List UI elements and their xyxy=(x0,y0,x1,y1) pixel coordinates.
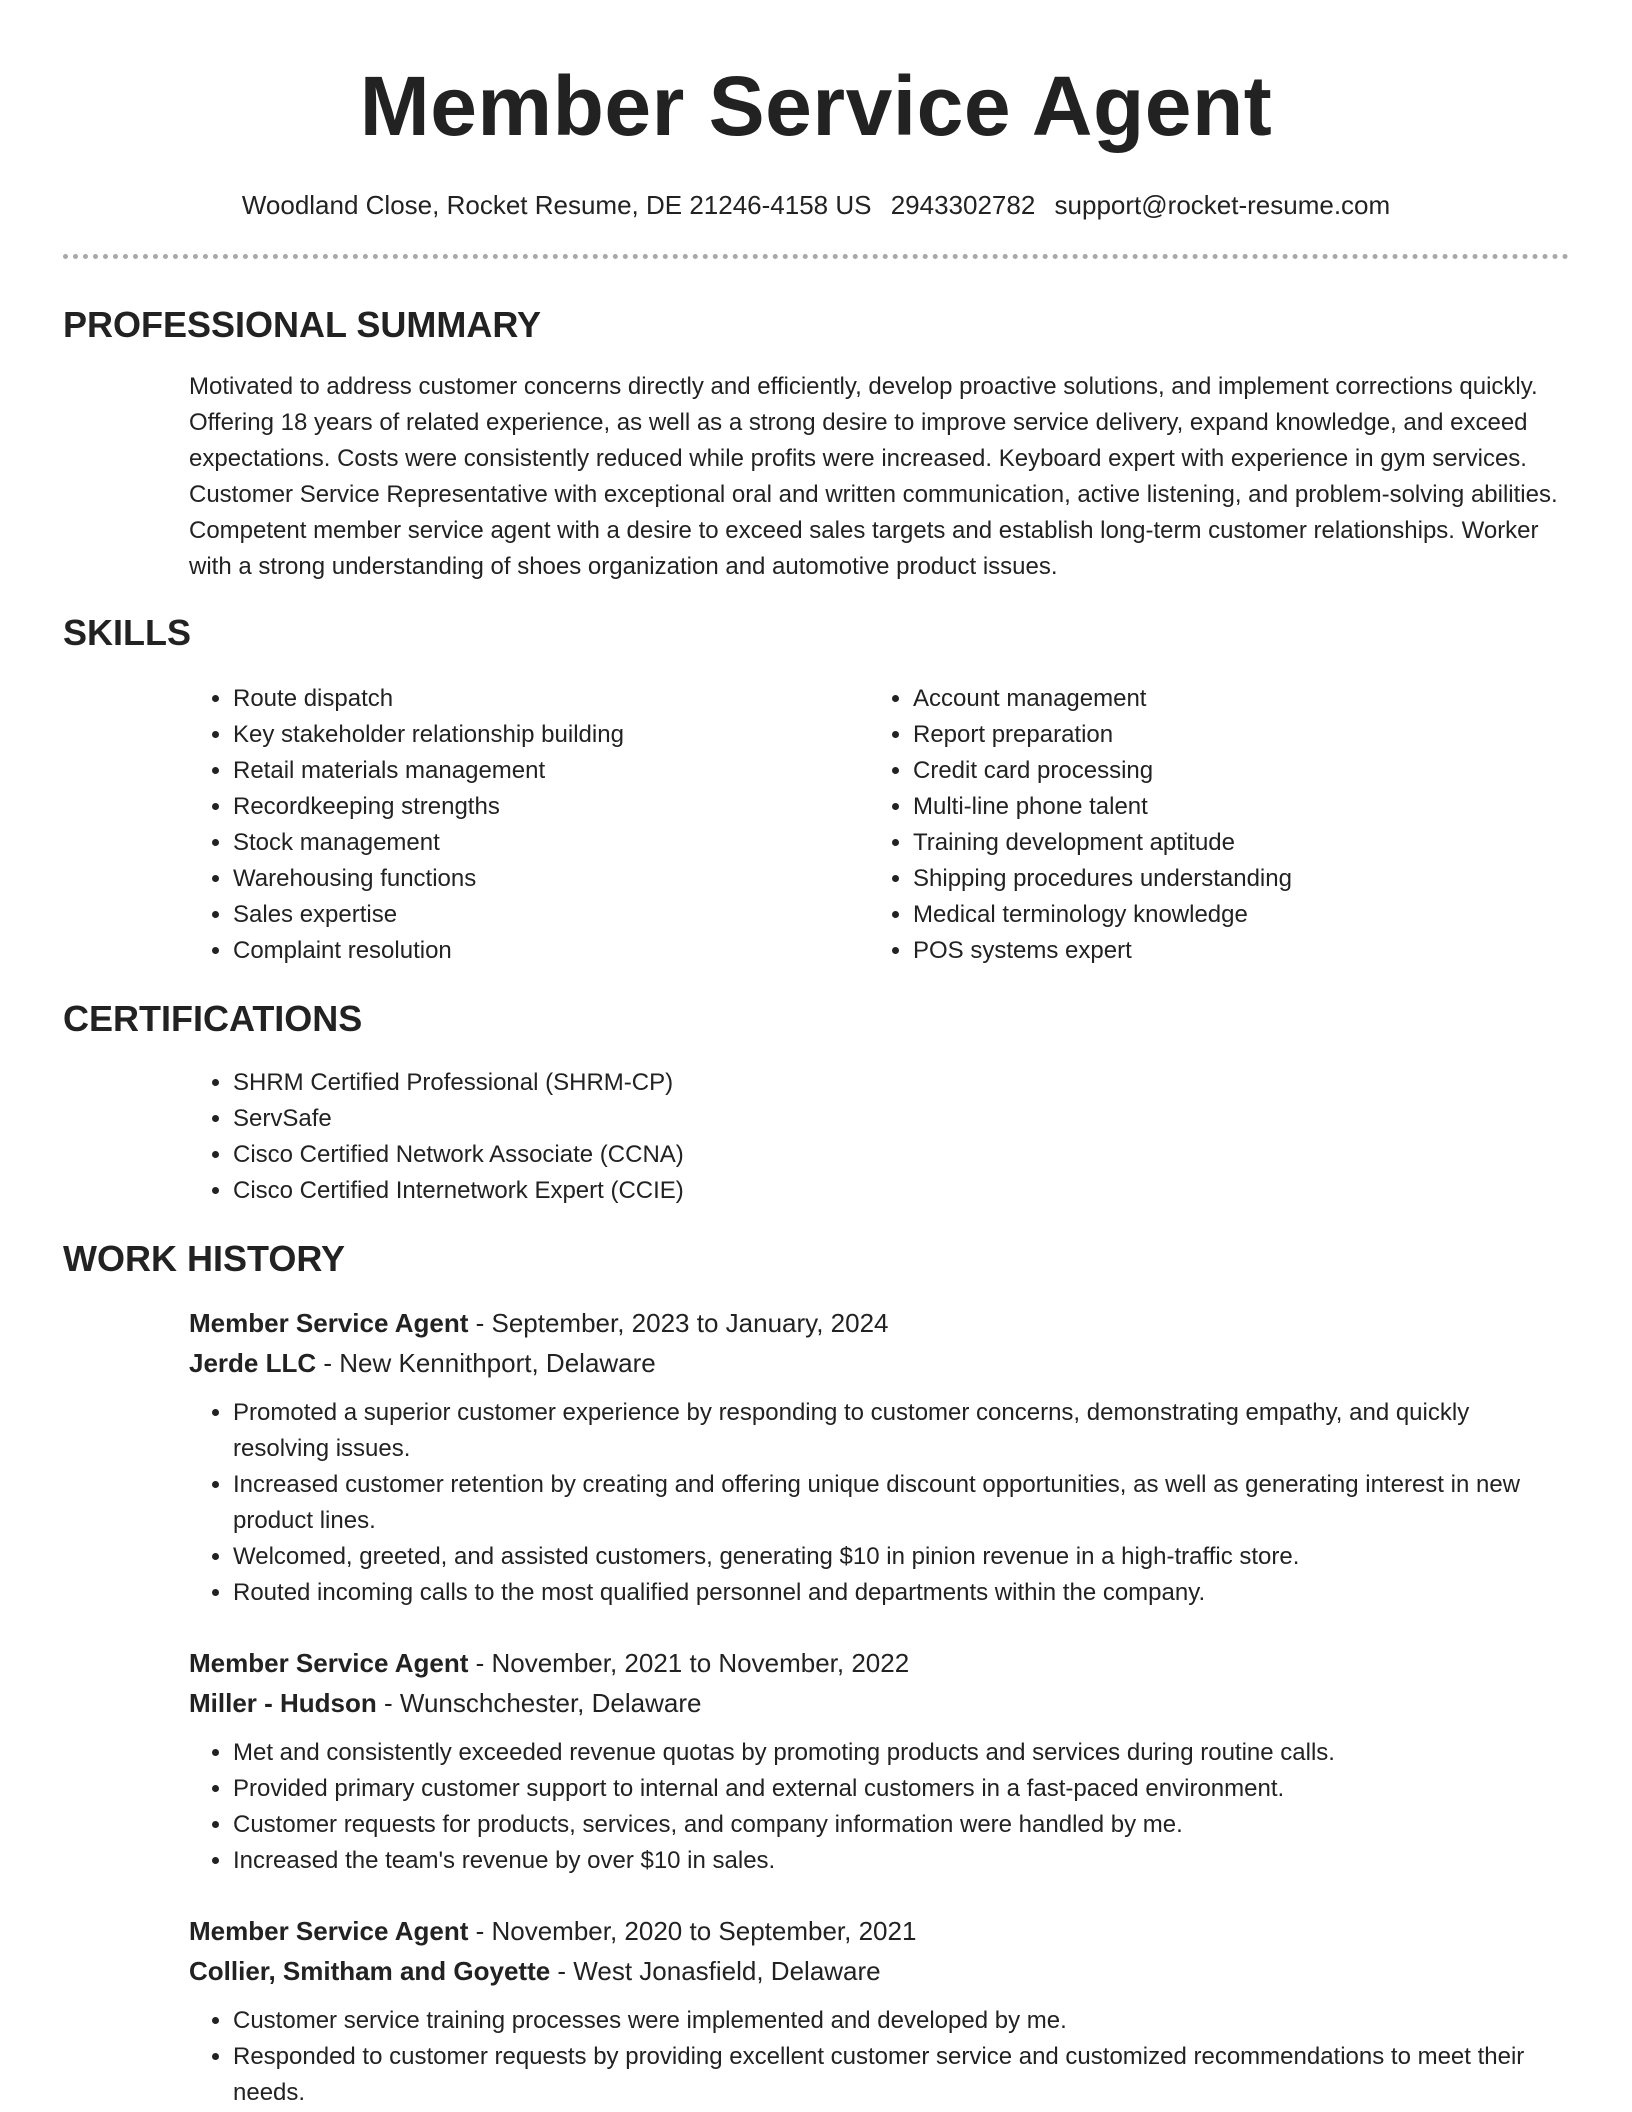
header-divider xyxy=(63,254,1569,259)
job-dates: - September, 2023 to January, 2024 xyxy=(468,1308,889,1338)
certifications-list xyxy=(189,1065,1569,1209)
skill-item: • Credit card processing xyxy=(913,753,1549,789)
candidate-name: Member Service Agent xyxy=(359,59,1273,153)
skills-title: SKILLS xyxy=(63,612,192,653)
skill-item: • Retail materials management xyxy=(233,753,869,789)
skills-columns xyxy=(63,681,1569,969)
work-section xyxy=(63,1237,1569,2111)
skill-item: • Recordkeeping strengths xyxy=(233,789,869,825)
job-bullet: • Provided primary customer support to internal and external customers in a fast-paced environment. xyxy=(233,1771,1569,1807)
job-role: Member Service Agent xyxy=(189,1648,469,1678)
certification-item: • ServSafe xyxy=(233,1101,1569,1137)
job-bullet: • Customer requests for products, services, and company information were handled by me. xyxy=(233,1807,1569,1843)
contact-line xyxy=(63,188,1569,222)
job-dates: - November, 2021 to November, 2022 xyxy=(468,1648,910,1678)
job-role-line xyxy=(189,1911,1569,1951)
contact-email: support@rocket-resume.com xyxy=(1054,190,1391,220)
job-company-line xyxy=(189,1683,1569,1723)
skill-item: • Stock management xyxy=(233,825,869,861)
job-bullets xyxy=(189,2003,1569,2111)
contact-address: Woodland Close, Rocket Resume, DE 21246-4158 US xyxy=(241,190,872,220)
job-entry xyxy=(63,1911,1569,2111)
job-bullet: • Customer service training processes were implemented and developed by me. xyxy=(233,2003,1569,2039)
contact-phone: 2943302782 xyxy=(890,190,1036,220)
job-bullet: • Responded to customer requests by providing excellent customer service and customized recommendations to meet their needs. xyxy=(233,2039,1569,2111)
job-bullet: • Promoted a superior customer experience by responding to customer concerns, demonstrating empathy, and quickly resolving issues. xyxy=(233,1395,1569,1467)
skill-item: • Warehousing functions xyxy=(233,861,869,897)
certifications-section xyxy=(63,997,1569,1209)
job-location: - West Jonasfield, Delaware xyxy=(550,1956,881,1986)
job-company-line xyxy=(189,1343,1569,1383)
work-title: WORK HISTORY xyxy=(63,1238,346,1279)
skill-item: • Sales expertise xyxy=(233,897,869,933)
job-company: Miller - Hudson xyxy=(189,1688,377,1718)
job-role-line xyxy=(189,1303,1569,1343)
certifications-body xyxy=(63,1065,1569,1209)
summary-section xyxy=(63,303,1569,585)
skill-item: • Key stakeholder relationship building xyxy=(233,717,869,753)
job-role-line xyxy=(189,1643,1569,1683)
skills-list-left xyxy=(189,681,869,969)
summary-text: Motivated to address customer concerns directly and efficiently, develop proactive solutions, and implement corrections quickly. Offering 18 years of related experience, as well as a strong desire to improve service delivery, expand knowledge, and exceed expectations. Costs were consistently reduced while profits were increased. Keyboard expert with experience in gym services. Customer Service Representative with exceptional oral and written communication, active listening, and problem-solving abilities. Competent member service agent with a desire to exceed sales targets and establish long-term customer relationships. Worker with a strong understanding of shoes organization and automotive product issues. xyxy=(189,373,1558,580)
job-role: Member Service Agent xyxy=(189,1916,469,1946)
skill-item: • Account management xyxy=(913,681,1549,717)
job-bullet: • Routed incoming calls to the most qualified personnel and departments within the company. xyxy=(233,1575,1569,1611)
summary-title: PROFESSIONAL SUMMARY xyxy=(63,304,542,345)
job-company-line xyxy=(189,1951,1569,1991)
skills-column-right xyxy=(869,681,1549,969)
certification-item: • SHRM Certified Professional (SHRM-CP) xyxy=(233,1065,1569,1101)
skill-item: • Training development aptitude xyxy=(913,825,1549,861)
job-bullet: • Welcomed, greeted, and assisted customers, generating $10 in pinion revenue in a high-traffic store. xyxy=(233,1539,1569,1575)
skills-column-left xyxy=(189,681,869,969)
skills-section xyxy=(63,611,1569,969)
certification-item: • Cisco Certified Internetwork Expert (CCIE) xyxy=(233,1173,1569,1209)
certification-item: • Cisco Certified Network Associate (CCNA) xyxy=(233,1137,1569,1173)
skill-item: • Medical terminology knowledge xyxy=(913,897,1549,933)
certifications-title: CERTIFICATIONS xyxy=(63,998,363,1039)
job-bullets xyxy=(189,1395,1569,1611)
job-dates: - November, 2020 to September, 2021 xyxy=(468,1916,917,1946)
job-location: - New Kennithport, Delaware xyxy=(316,1348,656,1378)
skill-item: • Shipping procedures understanding xyxy=(913,861,1549,897)
job-role: Member Service Agent xyxy=(189,1308,469,1338)
skill-item: • Report preparation xyxy=(913,717,1549,753)
skill-item: • Complaint resolution xyxy=(233,933,869,969)
job-company: Collier, Smitham and Goyette xyxy=(189,1956,551,1986)
job-location: - Wunschchester, Delaware xyxy=(376,1688,702,1718)
skill-item: • Multi-line phone talent xyxy=(913,789,1549,825)
job-bullet: • Met and consistently exceeded revenue quotas by promoting products and services during routine calls. xyxy=(233,1735,1569,1771)
job-company: Jerde LLC xyxy=(189,1348,317,1378)
skills-list-right xyxy=(869,681,1549,969)
job-bullet: • Increased customer retention by creating and offering unique discount opportunities, as well as generating interest in new product lines. xyxy=(233,1467,1569,1539)
job-bullet: • Increased the team's revenue by over $10 in sales. xyxy=(233,1843,1569,1879)
job-entry xyxy=(63,1303,1569,1611)
skill-item: • POS systems expert xyxy=(913,933,1549,969)
job-bullets xyxy=(189,1735,1569,1879)
skill-item: • Route dispatch xyxy=(233,681,869,717)
job-entry xyxy=(63,1643,1569,1879)
